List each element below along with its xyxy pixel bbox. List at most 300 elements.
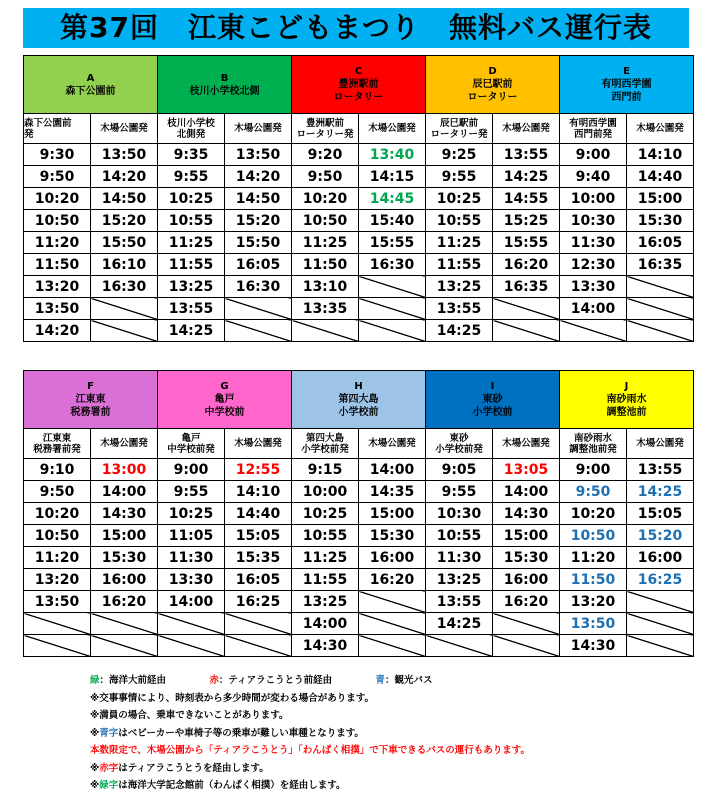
time-cell: 14:00 (560, 298, 627, 320)
time-cell: 16:05 (225, 569, 292, 591)
header-text: 木場公園発 (502, 123, 550, 134)
sub-header-row (24, 429, 694, 459)
time-cell: 15:55 (493, 232, 560, 254)
empty-cell (225, 298, 292, 320)
empty-cell (627, 276, 694, 298)
time-cell: 10:55 (426, 210, 493, 232)
route-stop-name: ロータリー (333, 92, 384, 103)
color-legend (90, 672, 700, 690)
time-cell: 14:00 (493, 481, 560, 503)
route-header-b (158, 56, 292, 114)
header-text: 小学校前発 (435, 443, 483, 455)
departure-stop-header (158, 114, 225, 144)
time-cell: 13:25 (426, 569, 493, 591)
legend-red: 赤：ティアラこうとう前経由 (209, 675, 333, 686)
time-cell: 13:25 (292, 591, 359, 613)
time-cell: 13:25 (426, 276, 493, 298)
kiba-park-departure-header (493, 429, 560, 459)
route-stop-name: 中学校前 (204, 407, 245, 418)
header-text: 木場公園発 (100, 123, 148, 134)
time-cell: 13:55 (426, 298, 493, 320)
header-text: 木場公園発 (502, 438, 550, 449)
note-full: ※満員の場合、乗車できないことがあります。 (90, 710, 289, 721)
empty-cell (493, 320, 560, 342)
time-cell: 16:20 (493, 254, 560, 276)
departure-stop-header (24, 429, 91, 459)
time-cell: 16:20 (91, 591, 158, 613)
time-cell: 16:05 (627, 232, 694, 254)
time-cell: 14:50 (91, 188, 158, 210)
route-stop-name: 辰巳駅前 (472, 79, 513, 90)
time-cell: 14:30 (493, 503, 560, 525)
departure-stop-header (292, 114, 359, 144)
time-cell: 11:55 (426, 254, 493, 276)
time-cell: 13:25 (158, 276, 225, 298)
time-cell: 16:30 (225, 276, 292, 298)
kiba-park-departure-header (627, 114, 694, 144)
time-cell: 11:50 (560, 569, 627, 591)
header-text: 小学校前発 (301, 443, 349, 455)
time-cell: 14:30 (91, 503, 158, 525)
table-row (24, 298, 694, 320)
time-cell: 10:30 (560, 210, 627, 232)
time-cell: 11:25 (158, 232, 225, 254)
header-text: 枝川小学校 (167, 117, 215, 129)
route-header-row (24, 56, 694, 114)
time-cell: 12:30 (560, 254, 627, 276)
time-cell: 10:25 (426, 188, 493, 210)
empty-cell (359, 613, 426, 635)
header-text: ロータリー発 (296, 128, 354, 140)
time-cell: 9:20 (292, 144, 359, 166)
time-cell: 14:20 (225, 166, 292, 188)
header-text: 南砂雨水 (573, 432, 612, 444)
time-cell: 16:05 (225, 254, 292, 276)
time-cell: 11:20 (24, 232, 91, 254)
time-cell: 11:50 (292, 254, 359, 276)
route-code: F (87, 381, 94, 392)
time-cell: 13:50 (225, 144, 292, 166)
empty-cell (91, 298, 158, 320)
route-code: J (624, 381, 629, 392)
departure-stop-header (24, 114, 91, 144)
time-cell: 16:00 (627, 547, 694, 569)
time-cell: 16:20 (493, 591, 560, 613)
empty-cell (359, 591, 426, 613)
table-row (24, 525, 694, 547)
header-text: 豊洲駅前 (305, 117, 344, 129)
time-cell: 10:20 (560, 503, 627, 525)
time-cell: 9:25 (426, 144, 493, 166)
empty-cell (225, 320, 292, 342)
empty-cell (627, 613, 694, 635)
empty-cell (627, 591, 694, 613)
time-cell: 12:55 (225, 459, 292, 481)
header-text: 有明西学園 (569, 117, 617, 129)
time-cell: 9:55 (158, 166, 225, 188)
time-cell: 13:50 (24, 591, 91, 613)
note-limited-service: 本数限定で、木場公園から「ティアラこうとう」「わんぱく相撲」で下車できるバスの運行もあります。 (90, 745, 531, 756)
time-cell: 9:50 (292, 166, 359, 188)
time-cell: 9:10 (24, 459, 91, 481)
time-cell: 10:00 (560, 188, 627, 210)
header-text: 木場公園発 (234, 438, 282, 449)
empty-cell (24, 635, 91, 657)
header-text: 東砂 (449, 432, 469, 444)
empty-cell (493, 613, 560, 635)
route-code: G (220, 381, 229, 392)
departure-stop-header (560, 429, 627, 459)
header-text: 木場公園発 (234, 123, 282, 134)
note-blue-text: ※青字はベビーカーや車椅子等の乗車が難しい車種となります。 (90, 727, 364, 739)
time-cell: 15:00 (359, 503, 426, 525)
time-cell: 13:20 (24, 276, 91, 298)
route-stop-name: 亀戸 (214, 394, 235, 405)
departure-stop-header (426, 429, 493, 459)
route-code: B (220, 72, 229, 84)
time-cell: 14:30 (292, 635, 359, 657)
time-cell: 15:00 (627, 188, 694, 210)
time-cell: 16:10 (91, 254, 158, 276)
time-cell: 14:40 (225, 503, 292, 525)
time-cell: 16:30 (91, 276, 158, 298)
table-row (24, 144, 694, 166)
route-stop-name: 小学校前 (338, 407, 379, 418)
time-cell: 9:40 (560, 166, 627, 188)
time-cell: 14:00 (359, 459, 426, 481)
time-cell: 14:10 (225, 481, 292, 503)
sub-header-row (24, 114, 694, 144)
time-cell: 10:20 (292, 188, 359, 210)
timetable-top (23, 55, 694, 342)
time-cell: 13:10 (292, 276, 359, 298)
header-text: 木場公園発 (368, 438, 416, 449)
route-stop-name: 江東東 (75, 394, 106, 405)
route-header-row (24, 371, 694, 429)
time-cell: 13:05 (493, 459, 560, 481)
empty-cell (359, 320, 426, 342)
time-cell: 10:25 (292, 503, 359, 525)
time-cell: 10:50 (292, 210, 359, 232)
time-cell: 15:50 (91, 232, 158, 254)
time-cell: 16:35 (627, 254, 694, 276)
time-cell: 11:25 (426, 232, 493, 254)
kiba-park-departure-header (359, 114, 426, 144)
time-cell: 14:55 (493, 188, 560, 210)
time-cell: 14:00 (158, 591, 225, 613)
notes (90, 672, 700, 795)
legend-blue: 青：観光バス (375, 675, 433, 686)
time-cell: 16:00 (359, 547, 426, 569)
route-stop-name: 調整池前 (606, 407, 647, 418)
table-row (24, 188, 694, 210)
time-cell: 15:30 (91, 547, 158, 569)
table-row (24, 613, 694, 635)
time-cell: 14:25 (158, 320, 225, 342)
empty-cell (359, 276, 426, 298)
header-text: 木場公園発 (368, 123, 416, 134)
empty-cell (493, 298, 560, 320)
time-cell: 13:30 (560, 276, 627, 298)
time-cell: 16:30 (359, 254, 426, 276)
header-text: ロータリー発 (430, 128, 488, 140)
route-stop-name: 第四大島 (338, 394, 379, 405)
time-cell: 11:30 (158, 547, 225, 569)
time-cell: 10:55 (158, 210, 225, 232)
time-cell: 15:40 (359, 210, 426, 232)
route-header-g (158, 371, 292, 429)
table-row (24, 320, 694, 342)
time-cell: 15:20 (225, 210, 292, 232)
time-cell: 10:20 (24, 503, 91, 525)
time-cell: 11:50 (24, 254, 91, 276)
time-cell: 10:55 (292, 525, 359, 547)
time-cell: 9:50 (24, 481, 91, 503)
table-row (24, 166, 694, 188)
time-cell: 10:00 (292, 481, 359, 503)
header-text: 木場公園発 (636, 123, 684, 134)
time-cell: 9:00 (158, 459, 225, 481)
time-cell: 9:30 (24, 144, 91, 166)
note-traffic: ※交事事情により、時刻表から多少時間が変わる場合があります。 (90, 692, 374, 704)
time-cell: 9:15 (292, 459, 359, 481)
header-text: 江東東 (42, 432, 72, 444)
note-green-text: ※緑字は海洋大学記念館前（わんぱく相撲）を経由します。 (90, 780, 346, 791)
route-code: C (354, 66, 363, 77)
route-header-e (560, 56, 694, 114)
route-stop-name: 南砂雨水 (606, 394, 647, 405)
time-cell: 14:40 (627, 166, 694, 188)
table-row (24, 635, 694, 657)
time-cell: 14:25 (493, 166, 560, 188)
empty-cell (493, 635, 560, 657)
time-cell: 16:25 (225, 591, 292, 613)
time-cell: 15:50 (225, 232, 292, 254)
route-header-j (560, 371, 694, 429)
time-cell: 11:55 (158, 254, 225, 276)
route-stop-name: ロータリー (467, 92, 518, 103)
header-text: 木場公園発 (636, 438, 684, 449)
time-cell: 13:55 (493, 144, 560, 166)
time-cell: 15:30 (627, 210, 694, 232)
table-row (24, 503, 694, 525)
empty-cell (225, 635, 292, 657)
time-cell: 11:20 (24, 547, 91, 569)
departure-stop-header (560, 114, 627, 144)
time-cell: 16:25 (627, 569, 694, 591)
route-stop-name: 税務署前 (70, 407, 111, 418)
time-cell: 9:00 (560, 459, 627, 481)
time-cell: 16:00 (493, 569, 560, 591)
time-cell: 10:50 (24, 210, 91, 232)
time-cell: 15:55 (359, 232, 426, 254)
time-cell: 9:55 (426, 166, 493, 188)
header-text: 木場公園発 (100, 438, 148, 449)
route-header-d (426, 56, 560, 114)
time-cell: 9:35 (158, 144, 225, 166)
time-cell: 14:00 (292, 613, 359, 635)
route-code: H (354, 381, 363, 392)
departure-stop-header (426, 114, 493, 144)
time-cell: 14:45 (359, 188, 426, 210)
table-row (24, 459, 694, 481)
time-cell: 14:25 (426, 613, 493, 635)
time-cell: 10:50 (560, 525, 627, 547)
page-title: 第37回 江東こどもまつり 無料バス運行表 (23, 8, 689, 48)
time-cell: 14:10 (627, 144, 694, 166)
time-cell: 15:30 (359, 525, 426, 547)
table-row (24, 232, 694, 254)
empty-cell (627, 298, 694, 320)
time-cell: 9:05 (426, 459, 493, 481)
time-cell: 15:20 (91, 210, 158, 232)
header-text: 北側発 (176, 128, 206, 140)
route-stop-name: 有明西学園 (601, 79, 652, 90)
empty-cell (225, 613, 292, 635)
route-header-a (24, 56, 158, 114)
table-row (24, 569, 694, 591)
empty-cell (91, 320, 158, 342)
time-cell: 13:20 (560, 591, 627, 613)
route-code: E (623, 66, 630, 77)
route-header-h (292, 371, 426, 429)
time-cell: 13:50 (91, 144, 158, 166)
kiba-park-departure-header (225, 114, 292, 144)
time-cell: 9:55 (158, 481, 225, 503)
route-code: I (490, 381, 495, 392)
time-cell: 14:50 (225, 188, 292, 210)
time-cell: 15:00 (493, 525, 560, 547)
kiba-park-departure-header (91, 114, 158, 144)
route-code: D (488, 66, 497, 77)
timetable-bottom (23, 370, 694, 657)
time-cell: 14:15 (359, 166, 426, 188)
time-cell: 10:50 (24, 525, 91, 547)
kiba-park-departure-header (493, 114, 560, 144)
route-header-f (24, 371, 158, 429)
route-stop-name: 豊洲駅前 (338, 79, 379, 90)
time-cell: 15:35 (225, 547, 292, 569)
time-cell: 15:05 (225, 525, 292, 547)
header-text: 調整池前発 (569, 443, 617, 455)
empty-cell (24, 613, 91, 635)
time-cell: 14:20 (91, 166, 158, 188)
time-cell: 16:20 (359, 569, 426, 591)
header-text: 森下公園前 (24, 117, 72, 129)
empty-cell (426, 635, 493, 657)
route-stop-name: 西門前 (611, 92, 642, 103)
empty-cell (91, 635, 158, 657)
route-header-i (426, 371, 560, 429)
time-cell: 15:30 (493, 547, 560, 569)
header-text: 辰巳駅前 (439, 117, 478, 129)
empty-cell (158, 613, 225, 635)
departure-stop-header (158, 429, 225, 459)
time-cell: 11:20 (560, 547, 627, 569)
kiba-park-departure-header (359, 429, 426, 459)
time-cell: 15:20 (627, 525, 694, 547)
route-code: A (86, 72, 95, 84)
time-cell: 13:55 (426, 591, 493, 613)
time-cell: 13:50 (560, 613, 627, 635)
time-cell: 11:25 (292, 547, 359, 569)
time-cell: 10:25 (158, 188, 225, 210)
time-cell: 11:30 (426, 547, 493, 569)
empty-cell (158, 635, 225, 657)
table-row (24, 591, 694, 613)
header-text: 第四大島 (305, 432, 344, 444)
header-text: 西門前発 (573, 128, 612, 140)
time-cell: 14:35 (359, 481, 426, 503)
time-cell: 13:00 (91, 459, 158, 481)
table-row (24, 481, 694, 503)
header-text: 中学校前発 (167, 443, 215, 455)
time-cell: 10:20 (24, 188, 91, 210)
time-cell: 10:25 (158, 503, 225, 525)
time-cell: 16:35 (493, 276, 560, 298)
empty-cell (627, 320, 694, 342)
empty-cell (560, 320, 627, 342)
route-header-c (292, 56, 426, 114)
time-cell: 13:40 (359, 144, 426, 166)
time-cell: 15:25 (493, 210, 560, 232)
time-cell: 13:30 (158, 569, 225, 591)
header-text: 発 (24, 128, 34, 140)
time-cell: 9:50 (560, 481, 627, 503)
time-cell: 15:00 (91, 525, 158, 547)
time-cell: 10:55 (426, 525, 493, 547)
time-cell: 15:05 (627, 503, 694, 525)
table-row (24, 276, 694, 298)
time-cell: 11:55 (292, 569, 359, 591)
time-cell: 9:00 (560, 144, 627, 166)
empty-cell (91, 613, 158, 635)
time-cell: 13:20 (24, 569, 91, 591)
time-cell: 13:35 (292, 298, 359, 320)
time-cell: 9:50 (24, 166, 91, 188)
time-cell: 14:20 (24, 320, 91, 342)
header-text: 税務署前発 (33, 443, 81, 455)
route-stop-name: 東砂 (482, 394, 503, 405)
time-cell: 14:25 (627, 481, 694, 503)
departure-stop-header (292, 429, 359, 459)
time-cell: 11:30 (560, 232, 627, 254)
empty-cell (627, 635, 694, 657)
time-cell: 11:05 (158, 525, 225, 547)
kiba-park-departure-header (91, 429, 158, 459)
table-row (24, 210, 694, 232)
time-cell: 14:30 (560, 635, 627, 657)
time-cell: 9:55 (426, 481, 493, 503)
time-cell: 13:55 (627, 459, 694, 481)
time-cell: 14:00 (91, 481, 158, 503)
route-stop-name: 枝川小学校北側 (189, 85, 260, 97)
time-cell: 11:25 (292, 232, 359, 254)
header-text: 亀戸 (181, 432, 201, 444)
table-row (24, 547, 694, 569)
route-stop-name: 小学校前 (472, 407, 513, 418)
route-stop-name: 森下公園前 (65, 85, 116, 97)
time-cell: 16:00 (91, 569, 158, 591)
empty-cell (292, 320, 359, 342)
kiba-park-departure-header (225, 429, 292, 459)
time-cell: 14:25 (426, 320, 493, 342)
table-row (24, 254, 694, 276)
empty-cell (359, 298, 426, 320)
time-cell: 13:55 (158, 298, 225, 320)
time-cell: 13:50 (24, 298, 91, 320)
kiba-park-departure-header (627, 429, 694, 459)
